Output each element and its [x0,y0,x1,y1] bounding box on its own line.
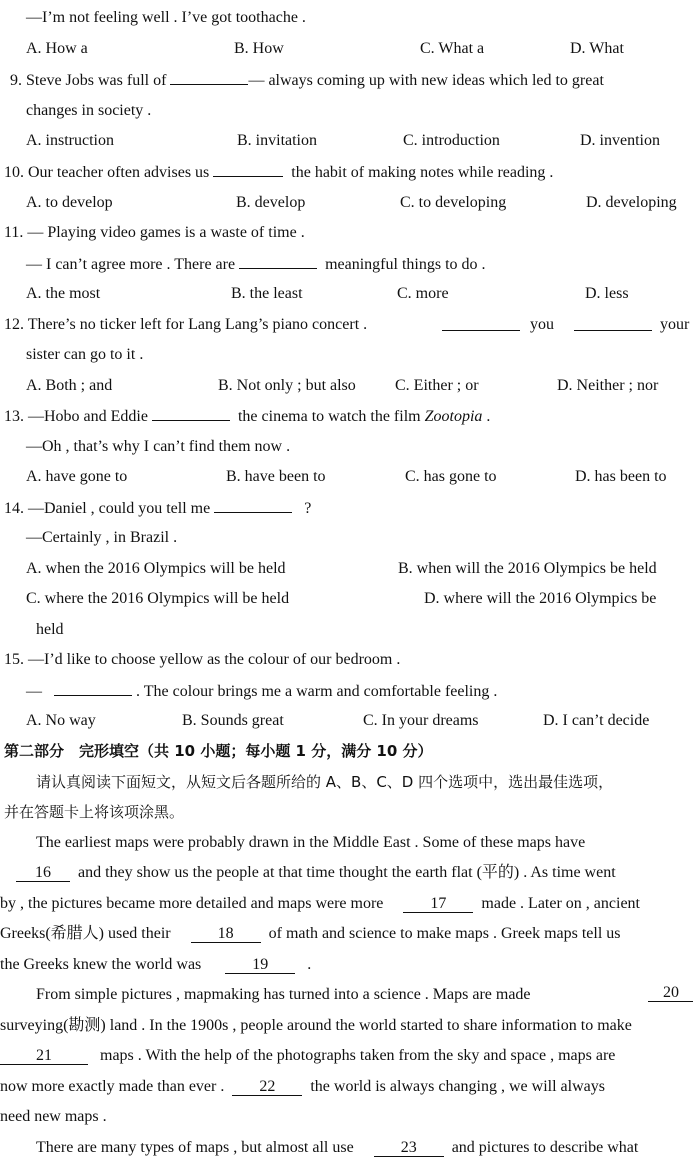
q14-stem: 14. —Daniel , could you tell me ? [4,500,312,517]
q8-option-a: A. How a [26,40,88,57]
q8-reply: —I’m not feeling well . I’ve got toothache . [26,9,306,26]
q8-option-c: C. What a [420,40,485,57]
q12-stem-you: you [530,316,554,333]
q13-stem: 13. —Hobo and Eddie the cinema to watch the film Zootopia . [4,408,491,425]
q15-option-a: A. No way [26,712,96,729]
q14-option-a: A. when the 2016 Olympics will be held [26,560,286,577]
q11-option-d: D. less [585,285,629,302]
q10-blank [213,162,283,177]
q13-option-b: B. have been to [226,468,326,485]
q13-blank [152,406,230,421]
q14-option-b: B. when will the 2016 Olympics be held [398,560,657,577]
q10-option-b: B. develop [236,194,306,211]
q10-option-c: C. to developing [400,194,507,211]
q14-reply: —Certainly , in Brazil . [26,529,178,546]
passage-p2-line1: From simple pictures , mapmaking has turned into a science . Maps are made [36,986,531,1003]
q8-option-b: B. How [234,40,284,57]
q10-option-a: A. to develop [26,194,113,211]
passage-p2-line5: need new maps . [0,1108,107,1125]
q10-stem: 10. Our teacher often advises us the habit of making notes while reading . [4,164,554,181]
q13-option-d: D. has been to [575,468,667,485]
passage-p1-line4: Greeks(希腊人) used their 18 of math and science to make maps . Greek maps tell us [0,925,621,942]
q12-option-d: D. Neither ; nor [557,377,659,394]
q15-reply: — . The colour brings me a warm and comfortable feeling . [26,683,498,700]
q9-option-a: A. instruction [26,132,114,149]
part2-instruction-2: 并在答题卡上将该项涂黑。 [4,803,185,821]
passage-p1-line5: the Greeks knew the world was 19 . [0,956,312,973]
q13-option-c: C. has gone to [405,468,497,485]
q12-option-c: C. Either ; or [395,377,479,394]
blank-22: 22 [232,1079,302,1096]
q9-option-c: C. introduction [403,132,500,149]
passage-p1-line1: The earliest maps were probably drawn in the Middle East . Some of these maps have [36,834,586,851]
q12-option-a: A. Both ; and [26,377,113,394]
blank-20: 20 [648,985,693,1002]
q15-option-b: B. Sounds great [182,712,284,729]
q11-stem: 11. — Playing video games is a waste of time . [4,224,305,241]
q11-blank [239,254,317,269]
q10-option-d: D. developing [586,194,677,211]
blank-17: 17 [403,896,473,913]
q9-blank [170,70,248,85]
passage-p1-line2: 16 and they show us the people at that time thought the earth flat (平的) . As time went [16,863,616,883]
q12-blank-1 [442,316,520,331]
q12-blank-2 [574,316,652,331]
blank-19: 19 [225,957,295,974]
blank-16: 16 [16,865,70,882]
q11-option-a: A. the most [26,285,101,302]
q14-blank [214,498,292,513]
q12-stem-cont: sister can go to it . [26,346,144,363]
q12-option-b: B. Not only ; but also [218,377,356,394]
part2-heading: 第二部分 完形填空（共 10 小题；每小题 1 分，满分 10 分） [4,742,433,760]
q12-stem: 12. There’s no ticker left for Lang Lang’s piano concert . [4,316,368,333]
q14-option-d-cont: held [36,621,64,638]
q14-option-d: D. where will the 2016 Olympics be [424,590,657,607]
q13-option-a: A. have gone to [26,468,128,485]
q15-option-d: D. I can’t decide [543,712,650,729]
passage-p2-line4: now more exactly made than ever . 22 the world is always changing , we will always [0,1078,605,1095]
passage-p1-line3: by , the pictures became more detailed and maps were more 17 made . Later on , ancient [0,895,640,912]
q9-stem: 9. Steve Jobs was full of — always coming up with new ideas which led to great [10,72,604,89]
q15-blank [54,681,132,696]
blank-23: 23 [374,1140,444,1157]
q9-option-b: B. invitation [237,132,317,149]
passage-p2-line2: surveying(勘测) land . In the 1900s , people around the world started to share information to make [0,1017,632,1034]
q15-stem: 15. —I’d like to choose yellow as the colour of our bedroom . [4,651,401,668]
q14-option-c: C. where the 2016 Olympics will be held [26,590,290,607]
part2-instruction-1: 请认真阅读下面短文，从短文后各题所给的 A、B、C、D 四个选项中，选出最佳选项， [36,773,614,791]
blank-21: 21 [0,1048,88,1065]
passage-p2-line3: 21 maps . With the help of the photographs taken from the sky and space , maps are [0,1046,615,1066]
q8-option-d: D. What [570,40,624,57]
passage-p3-line1: There are many types of maps , but almost all use 23 and pictures to describe what [36,1139,639,1156]
q9-option-d: D. invention [580,132,660,149]
blank-18: 18 [191,926,261,943]
q13-film-title: Zootopia [424,408,483,425]
q11-reply: — I can’t agree more . There are meaningful things to do . [26,256,486,273]
q13-reply: —Oh , that’s why I can’t find them now . [26,438,291,455]
q15-option-c: C. In your dreams [363,712,479,729]
q12-stem-your: your [660,316,690,333]
q11-option-c: C. more [397,285,449,302]
q11-option-b: B. the least [231,285,303,302]
q9-stem-cont: changes in society . [26,102,152,119]
